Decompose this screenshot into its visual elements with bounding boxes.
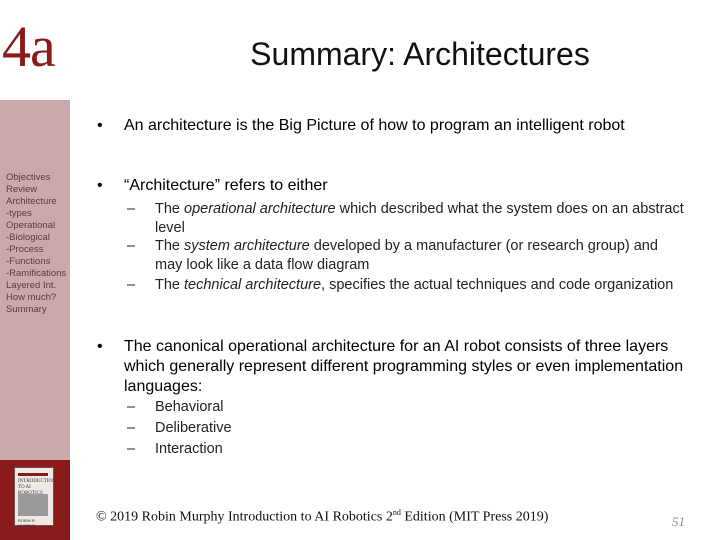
sub-bullet-text [155, 276, 687, 295]
book-cover-author: ROBIN R. MURPHY [18, 518, 36, 528]
sub-bullet-text [155, 237, 687, 275]
footer-text-rest: Edition (MIT Press 2019) [400, 509, 549, 525]
dash-marker: – [127, 277, 136, 293]
bullet-item [95, 116, 695, 136]
text-segment: The [155, 238, 185, 254]
nav-item-layered-int[interactable]: Layered Int. [6, 280, 57, 291]
text-segment: The [155, 277, 185, 293]
text-segment: The [155, 201, 185, 217]
sub-bullet-item [127, 200, 687, 238]
book-cover-image [14, 467, 54, 526]
bullet-text: The canonical operational architecture for an AI robot consists of three layers which generally represent different programming styles or even implementation languages: [124, 338, 684, 395]
bullet-marker: • [97, 338, 103, 355]
emphasized-term: system architecture [184, 238, 310, 254]
nav-item-summary[interactable]: Summary [6, 304, 47, 315]
sub-bullet-item [127, 276, 687, 295]
sub-bullet-item [127, 419, 687, 438]
nav-item-functions[interactable]: -Functions [6, 256, 51, 267]
bullet-text: “Architecture” refers to either [124, 177, 328, 194]
footer-superscript: nd [392, 508, 401, 517]
nav-item-biological[interactable]: -Biological [6, 232, 50, 243]
book-cover-band [18, 473, 48, 476]
text-segment: , specifies the actual techniques and code organization [321, 277, 674, 293]
book-cover-title: INTRODUCTION TO AI [18, 479, 56, 490]
bullet-marker: • [97, 117, 103, 134]
nav-item-objectives[interactable]: Objectives [6, 172, 51, 183]
nav-item-how-much[interactable]: How much? [6, 292, 57, 303]
sub-bullet-text: Behavioral [155, 399, 224, 415]
footer-text: © 2019 Robin Murphy Introduction to AI Robotics 2 [96, 509, 393, 525]
text-segment: developed by a manufacturer (or research group) and may look like a data flow diagram [155, 238, 658, 273]
dash-marker: – [127, 238, 136, 254]
sidebar-nav [6, 172, 72, 316]
dash-marker: – [127, 399, 136, 415]
nav-item-ramifications[interactable]: -Ramifications [6, 268, 67, 279]
bullet-item [95, 176, 695, 196]
sub-bullet-item [127, 398, 687, 417]
chapter-label: 4a [2, 14, 55, 79]
slide-title: Summary: Architectures [250, 36, 590, 72]
nav-item-review[interactable]: Review [6, 184, 38, 195]
sub-bullet-text: Interaction [155, 441, 223, 457]
bullet-text: An architecture is the Big Picture of how to program an intelligent robot [124, 117, 625, 134]
nav-item-operational[interactable]: Operational [6, 220, 56, 231]
sub-bullet-text [155, 200, 687, 238]
emphasized-term: technical architecture [184, 277, 322, 293]
page-number: 51 [672, 514, 685, 529]
sub-bullet-item [127, 237, 687, 275]
bullet-marker: • [97, 177, 103, 194]
book-cover-art [18, 494, 48, 516]
slide-footer [96, 508, 548, 526]
sub-bullet-item [127, 440, 687, 459]
bullet-item [95, 337, 695, 397]
text-segment: which described what the system does on an abstract level [155, 201, 684, 236]
emphasized-term: operational architecture [184, 201, 336, 217]
sub-bullet-text: Deliberative [155, 420, 232, 436]
dash-marker: – [127, 420, 136, 436]
dash-marker: – [127, 441, 136, 457]
nav-item-process[interactable]: -Process [6, 244, 44, 255]
dash-marker: – [127, 201, 136, 217]
nav-item-architecture[interactable]: Architecture [6, 196, 57, 207]
nav-item-types[interactable]: -types [6, 208, 32, 219]
